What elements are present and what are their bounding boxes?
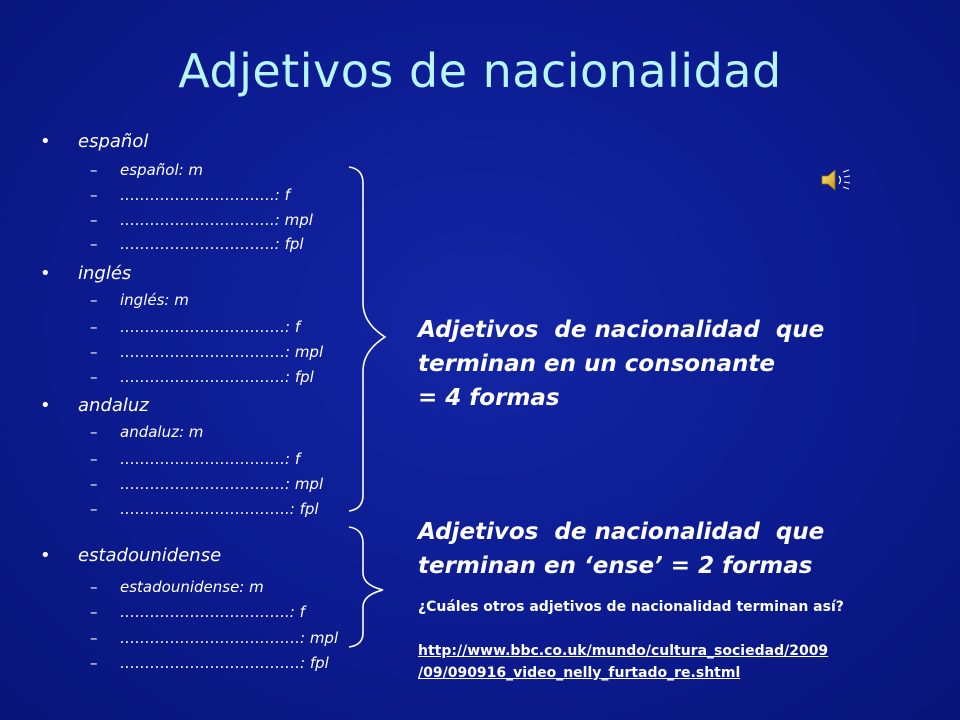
link-line[interactable]: http://www.bbc.co.uk/mundo/cultura_sociedad/2009: [418, 643, 829, 659]
dash-icon: –: [90, 343, 98, 361]
dash-icon: –: [90, 318, 98, 336]
form-text: ………………………….: f: [120, 186, 290, 204]
form-text: ……………………………: f: [120, 450, 301, 468]
bullet-icon: •: [40, 131, 51, 152]
block-line: = 4 formas: [418, 385, 560, 411]
dash-icon: –: [90, 475, 98, 493]
form-text: inglés: m: [120, 291, 189, 309]
form-text: ………………………….: fpl: [120, 235, 304, 253]
form-text: …………………………….: f: [120, 603, 305, 621]
form-text: ……………………………: f: [120, 318, 301, 336]
group-word: inglés: [78, 263, 132, 284]
block-line: Adjetivos de nacionalidad que: [418, 519, 825, 545]
block-line: Adjetivos de nacionalidad que: [418, 317, 825, 343]
question-text: ¿Cuáles otros adjetivos de nacionalidad terminan así?: [418, 599, 844, 615]
dash-icon: –: [90, 161, 98, 179]
form-text: ……………………………: mpl: [120, 475, 324, 493]
form-text: estadounidense: m: [120, 578, 264, 596]
brace-icon: [345, 165, 405, 685]
form-text: ………………………………: fpl: [120, 654, 329, 672]
form-text: ……………………………: mpl: [120, 343, 324, 361]
dash-icon: –: [90, 291, 98, 309]
text-block-ense: [418, 515, 824, 583]
form-text: …………………………….: fpl: [120, 500, 319, 518]
dash-icon: –: [90, 500, 98, 518]
bullet-icon: •: [40, 545, 51, 566]
group-word: español: [78, 131, 149, 152]
block-line: terminan en un consonante: [418, 351, 775, 377]
form-text: ………………………….: mpl: [120, 211, 313, 229]
form-text: andaluz: m: [120, 423, 204, 441]
group-word: andaluz: [78, 395, 149, 416]
link-line[interactable]: /09/090916_video_nelly_furtado_re.shtml: [418, 665, 741, 681]
form-text: ……………………………: fpl: [120, 368, 314, 386]
dash-icon: –: [90, 235, 98, 253]
bbc-video-link[interactable]: [418, 640, 828, 684]
group-word: estadounidense: [78, 545, 222, 566]
dash-icon: –: [90, 423, 98, 441]
dash-icon: –: [90, 578, 98, 596]
form-text: ………………………………: mpl: [120, 629, 339, 647]
form-text: español: m: [120, 161, 204, 179]
dash-icon: –: [90, 654, 98, 672]
bullet-icon: •: [40, 395, 51, 416]
text-block-consonant: [418, 313, 824, 415]
dash-icon: –: [90, 629, 98, 647]
block-line: terminan en ‘ense’ = 2 formas: [418, 553, 813, 579]
bullet-icon: •: [40, 263, 51, 284]
dash-icon: –: [90, 368, 98, 386]
dash-icon: –: [90, 603, 98, 621]
dash-icon: –: [90, 211, 98, 229]
dash-icon: –: [90, 186, 98, 204]
speaker-icon[interactable]: [820, 168, 852, 192]
slide-title: Adjetivos de nacionalidad: [178, 44, 782, 98]
dash-icon: –: [90, 450, 98, 468]
